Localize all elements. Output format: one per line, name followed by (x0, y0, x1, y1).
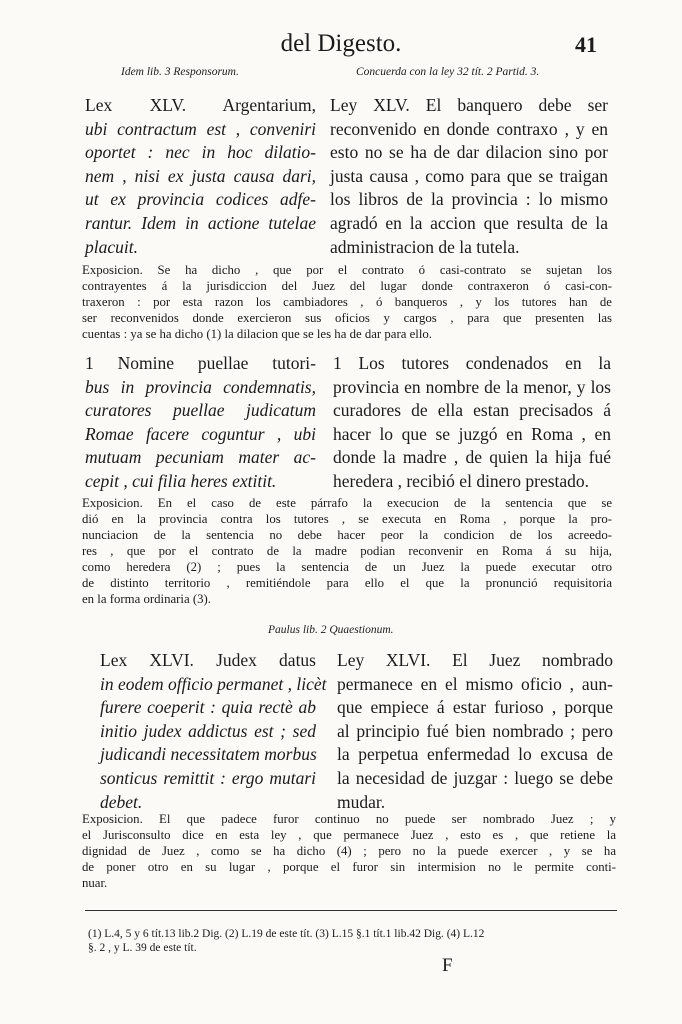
spanish-line: administracion de la tutela. (330, 236, 520, 257)
latin-line: in eodem officio permanet , licèt (100, 673, 327, 694)
latin-line: Lex XLV. Argentarium, (85, 95, 316, 115)
spanish-line: curadores de ella estan precisados á (333, 400, 611, 421)
exposicion-line: Exposicion. El que padece furor continuo no puede ser nombrado Juez ; y (82, 812, 616, 826)
exposicion-line: de distinto territorio , remitiéndole para ello el que la pronunció requisitoria (82, 576, 612, 590)
latin-line: 1 Nomine puellae tutori- (85, 353, 316, 373)
spanish-line: heredera , recibió el dinero prestado. (333, 470, 590, 491)
page-title: del Digesto. (280, 30, 402, 57)
exposicion-paragraph (82, 262, 612, 342)
latin-line: oportet : nec in hoc dilatio- (85, 142, 316, 163)
footnote-line: (1) L.4, 5 y 6 tít.13 lib.2 Dig. (2) L.19 de este tít. (3) L.15 §.1 tít.1 lib.42 Dig. (4) L.12 (88, 928, 485, 940)
footnote-line: §. 2 , y L. 39 de este tít. (88, 942, 197, 954)
latin-text-block (85, 94, 316, 259)
page-number: 41 (575, 32, 597, 57)
spanish-line: al principio fué bien nombrado ; pero (337, 720, 613, 741)
latin-line: placuit. (85, 236, 138, 257)
spanish-line: que empiece á estar furioso , porque (337, 697, 613, 718)
exposicion-line: traxeron : por esta razon los cambiadores , ó banqueros , y los tutores han de (82, 295, 612, 309)
source-center: Paulus lib. 2 Quaestionum. (268, 624, 394, 636)
source-right: Concuerda con la ley 32 tít. 2 Partid. 3. (356, 66, 540, 78)
spanish-line: reconvenido en donde contraxo , y en (330, 118, 608, 139)
latin-line: mutuam pecuniam mater ac- (85, 447, 316, 468)
exposicion-line: Exposicion. Se ha dicho , que por el contrato ó casi-contrato se sujetan los (82, 263, 612, 277)
spanish-line: mudar. (337, 791, 386, 812)
latin-line: furere coeperit : quia rectè ab (100, 697, 316, 718)
latin-line: debet. (100, 791, 143, 812)
footnote-rule (85, 910, 617, 911)
exposicion-line: nuar. (82, 876, 108, 890)
exposicion-paragraph (82, 811, 616, 891)
signature-mark: F (442, 955, 453, 976)
latin-line: ubi contractum est , conveniri (85, 118, 316, 139)
latin-line: Romae facere coguntur , ubi (85, 423, 316, 444)
exposicion-line: dió en la provincia contra los tutores , se executa en Roma , porque la pro- (82, 512, 612, 526)
exposicion-line: contrayentes á la jurisdiccion del Juez del lugar donde contraxeron ó casi-con- (82, 279, 612, 293)
latin-line: rantur. Idem in actione tutelae (85, 212, 316, 233)
latin-line: ut ex provincia codices adfe- (85, 189, 316, 210)
spanish-line: donde la madre , de quien la hija fué (333, 447, 611, 468)
footnotes (88, 927, 618, 955)
spanish-line: permanece en el mismo oficio , aun- (337, 673, 613, 694)
latin-line: judicandi necessitatem morbus (100, 744, 317, 765)
source-left: Idem lib. 3 Responsorum. (121, 66, 239, 78)
exposicion-line: el Jurisconsulto dice en esta ley , que permanece Juez , esto es , que retiene la (82, 828, 616, 842)
spanish-text-block (330, 94, 608, 259)
spanish-line: Ley XLVI. El Juez nombrado (337, 650, 613, 670)
spanish-text-block (337, 649, 613, 814)
spanish-line: la perpetua enfermedad lo excusa de (337, 744, 613, 765)
exposicion-line: como heredera (2) ; pues la sentencia de un Juez la puede executar otro (82, 560, 612, 574)
spanish-line: los libros de la provincia : lo mismo (330, 189, 608, 210)
exposicion-line: ser reconvenidos donde exercieron sus oficios y cargos , para que presenten las (82, 311, 612, 325)
latin-line: bus in provincia condemnatis, (85, 376, 316, 397)
latin-line: initio judex addictus est ; sed (100, 720, 316, 741)
spanish-line: agradó en la accion que resulta de la (330, 212, 608, 233)
exposicion-line: de poner otro en su lugar , porque el furor sin intermision no le permite conti- (82, 860, 616, 874)
spanish-line: hacer lo que se juzgó en Roma , en (333, 423, 611, 444)
latin-line: curatores puellae judicatum (85, 400, 316, 421)
spanish-line: 1 Los tutores condenados en la (333, 353, 611, 373)
latin-line: nem , nisi ex justa causa dari, (85, 165, 316, 186)
exposicion-line: res , que por el contrato de la madre podian reconvenir en Roma á su hija, (82, 544, 612, 558)
exposicion-paragraph (82, 495, 612, 607)
latin-line: cepit , cui filia heres extitit. (85, 470, 277, 491)
spanish-line: justa causa , como para que se traigan (330, 165, 608, 186)
spanish-line: la necesidad de juzgar : luego se debe (337, 767, 613, 788)
latin-text-block (85, 352, 316, 494)
latin-line: sonticus remittit : ergo mutari (100, 767, 316, 788)
exposicion-line: en la forma ordinaria (3). (82, 592, 211, 606)
spanish-line: provincia en nombre de la menor, y los (333, 376, 611, 397)
exposicion-line: Exposicion. En el caso de este párrafo la execucion de la sentencia que se (82, 496, 612, 510)
spanish-text-block (333, 352, 611, 494)
exposicion-line: dignidad de Juez , como se ha dicho (4) ; pero no la puede exercer , y se ha (82, 844, 616, 858)
spanish-line: Ley XLV. El banquero debe ser (330, 95, 608, 115)
exposicion-line: cuentas : ya se ha dicho (1) la dilacion que se les ha de dar para ello. (82, 327, 432, 341)
latin-line: Lex XLVI. Judex datus (100, 650, 316, 670)
exposicion-line: nunciacion de la sentencia no debe hacer peor la condicion de los acreedo- (82, 528, 612, 542)
spanish-line: esto no se ha de dar dilacion sino por (330, 142, 608, 163)
latin-text-block (100, 649, 327, 814)
